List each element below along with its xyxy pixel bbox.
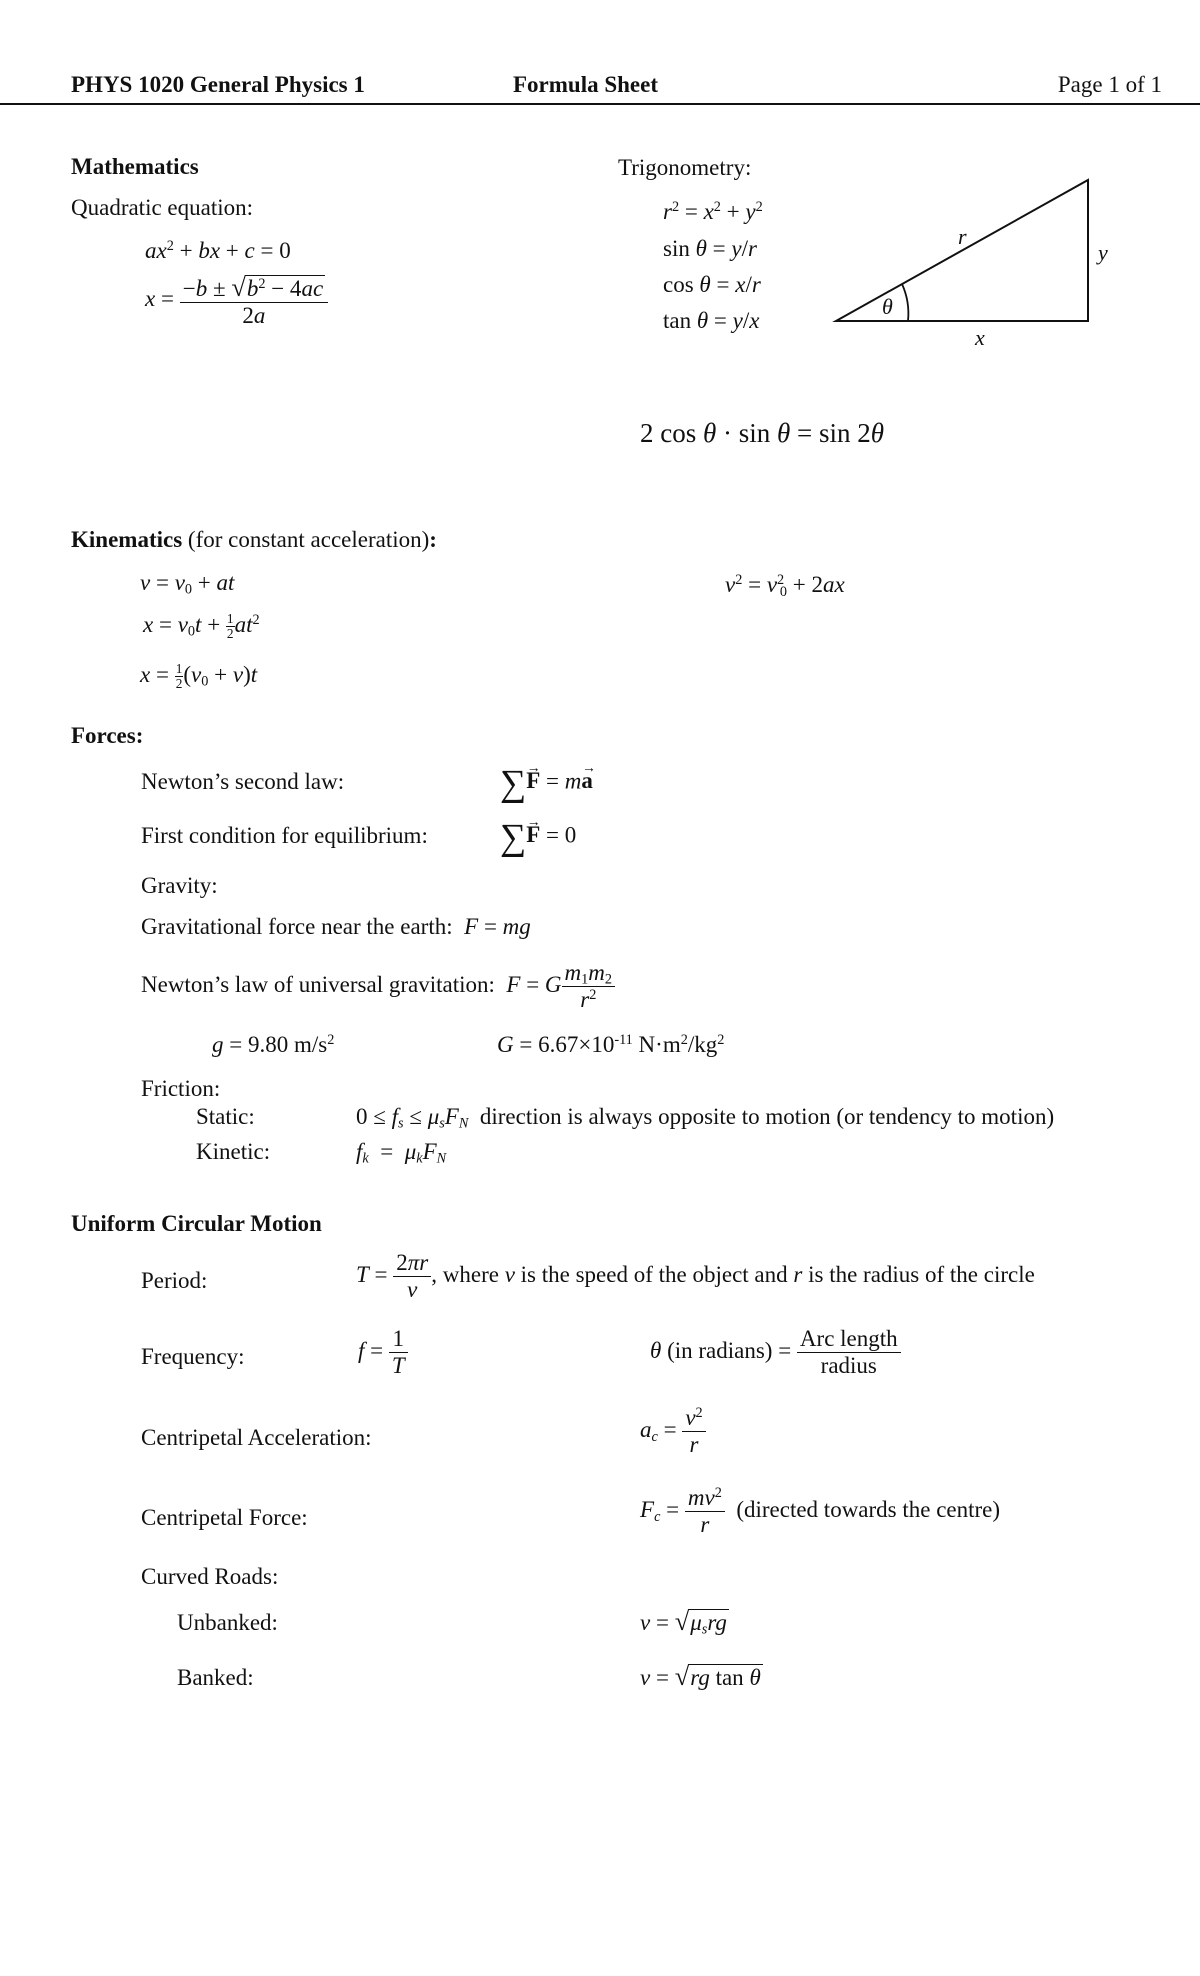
label-angle: θ [882,294,893,319]
angle-arc [902,284,908,321]
centripetal-acceleration-formula: $a_c$ = $\frac{v^2}{r}$ [640,1405,706,1459]
period-label: Period: [141,1268,208,1293]
trig-sine: sin θ = y/r [663,236,757,261]
right-triangle-diagram [820,170,1120,350]
G-constant: $G = 6.67\times 10^{-11}$ $N\cdot m^2/kg^2$ [497,1032,725,1057]
static-friction-row: $0 \le f_s \le \mu_sF_N$ direction is always opposite to motion (or tendency to motion) [356,1104,1055,1132]
trig-tangent: tan θ = y/x [663,308,760,333]
universal-gravitation-row: Newton’s law of universal gravitation: F = G $\frac{m_1m_2}{r^2}$ [141,960,615,1014]
static-friction-label: Static: [196,1104,255,1129]
centripetal-acceleration-label: Centripetal Acceleration: [141,1425,372,1450]
period-formula: T = $\frac{2\pi r}{v}$ , where v is the speed of the object and r is the radius of the circle [356,1250,1035,1303]
label-hypotenuse: r [958,224,967,249]
unbanked-formula: $v = √\mu_srg$ [640,1606,727,1638]
section-circular-motion: Uniform Circular Motion [71,1211,322,1236]
triangle-shape [836,180,1088,321]
equilibrium-formula: ∑→ F = 0 [500,815,576,858]
quadratic-label: Quadratic equation: [71,195,254,220]
kinetic-friction-label: Kinetic: [196,1139,271,1164]
section-forces: Forces: [71,723,144,748]
curved-roads-label: Curved Roads: [141,1564,279,1589]
quadratic-equation: $ax^2$ + bx + c = 0 [145,238,291,263]
kinetic-friction-formula: $f_k = \mu_kF_N$ [356,1139,447,1167]
banked-label: Banked: [177,1665,254,1690]
page-number: Page 1 of 1 [1057,72,1162,97]
label-adjacent: x [975,325,985,350]
kinematics-average-velocity: x = $\frac{1}{2}$ $(v_0 + v)t$ [140,661,258,692]
centripetal-force-label: Centripetal Force: [141,1505,308,1530]
quadratic-formula: x = $\frac{-b \pm √b^2 - 4ac}{2a}$ [145,272,328,330]
kinematics-displacement: $x = v_0t$ + $\frac{1}{2}$ $at^2$ [143,611,260,642]
header-rule [0,103,1200,105]
section-kinematics: Kinematics (for constant acceleration): [71,527,437,552]
kinematics-velocity: $v = v_0$ + at [140,570,235,598]
newton-second-law-formula: ∑→ F = m→ a [500,761,593,804]
equilibrium-label: First condition for equilibrium: [141,823,428,848]
label-opposite: y [1098,240,1108,265]
radians-formula: θ (in radians) = $\frac{\text{Arc length}}{\text{radius}}$ [650,1326,901,1380]
frequency-formula: f = $\frac{1}{T}$ [358,1326,408,1380]
trig-pythagoras: $r^2 = x^2 + y^2$ [663,199,763,224]
frequency-label: Frequency: [141,1344,245,1369]
trig-label: Trigonometry: [618,155,752,180]
g-constant: g = 9.80 $m/s^2$ [212,1032,335,1057]
newton-second-law-label: Newton’s second law: [141,769,345,794]
section-mathematics: Mathematics [71,154,199,179]
gravitational-force-row: Gravitational force near the earth: F = mg [141,914,531,939]
kinematics-velocity-squared: $v^2 = v^2_0 + 2ax$ [725,572,845,600]
sheet-title: Formula Sheet [513,72,659,97]
unbanked-label: Unbanked: [177,1610,278,1635]
friction-label: Friction: [141,1076,221,1101]
course-title: PHYS 1020 General Physics 1 [71,72,365,97]
banked-formula: v = √rg tan θ [640,1661,761,1691]
gravity-label: Gravity: [141,873,218,898]
trig-cosine: cos θ = x/r [663,272,761,297]
centripetal-force-formula: $F_c$ = $\frac{mv^2}{r}$ (directed towards the centre) [640,1485,1001,1538]
double-angle-identity: 2 cos θ · sin θ = sin 2θ [640,418,885,448]
